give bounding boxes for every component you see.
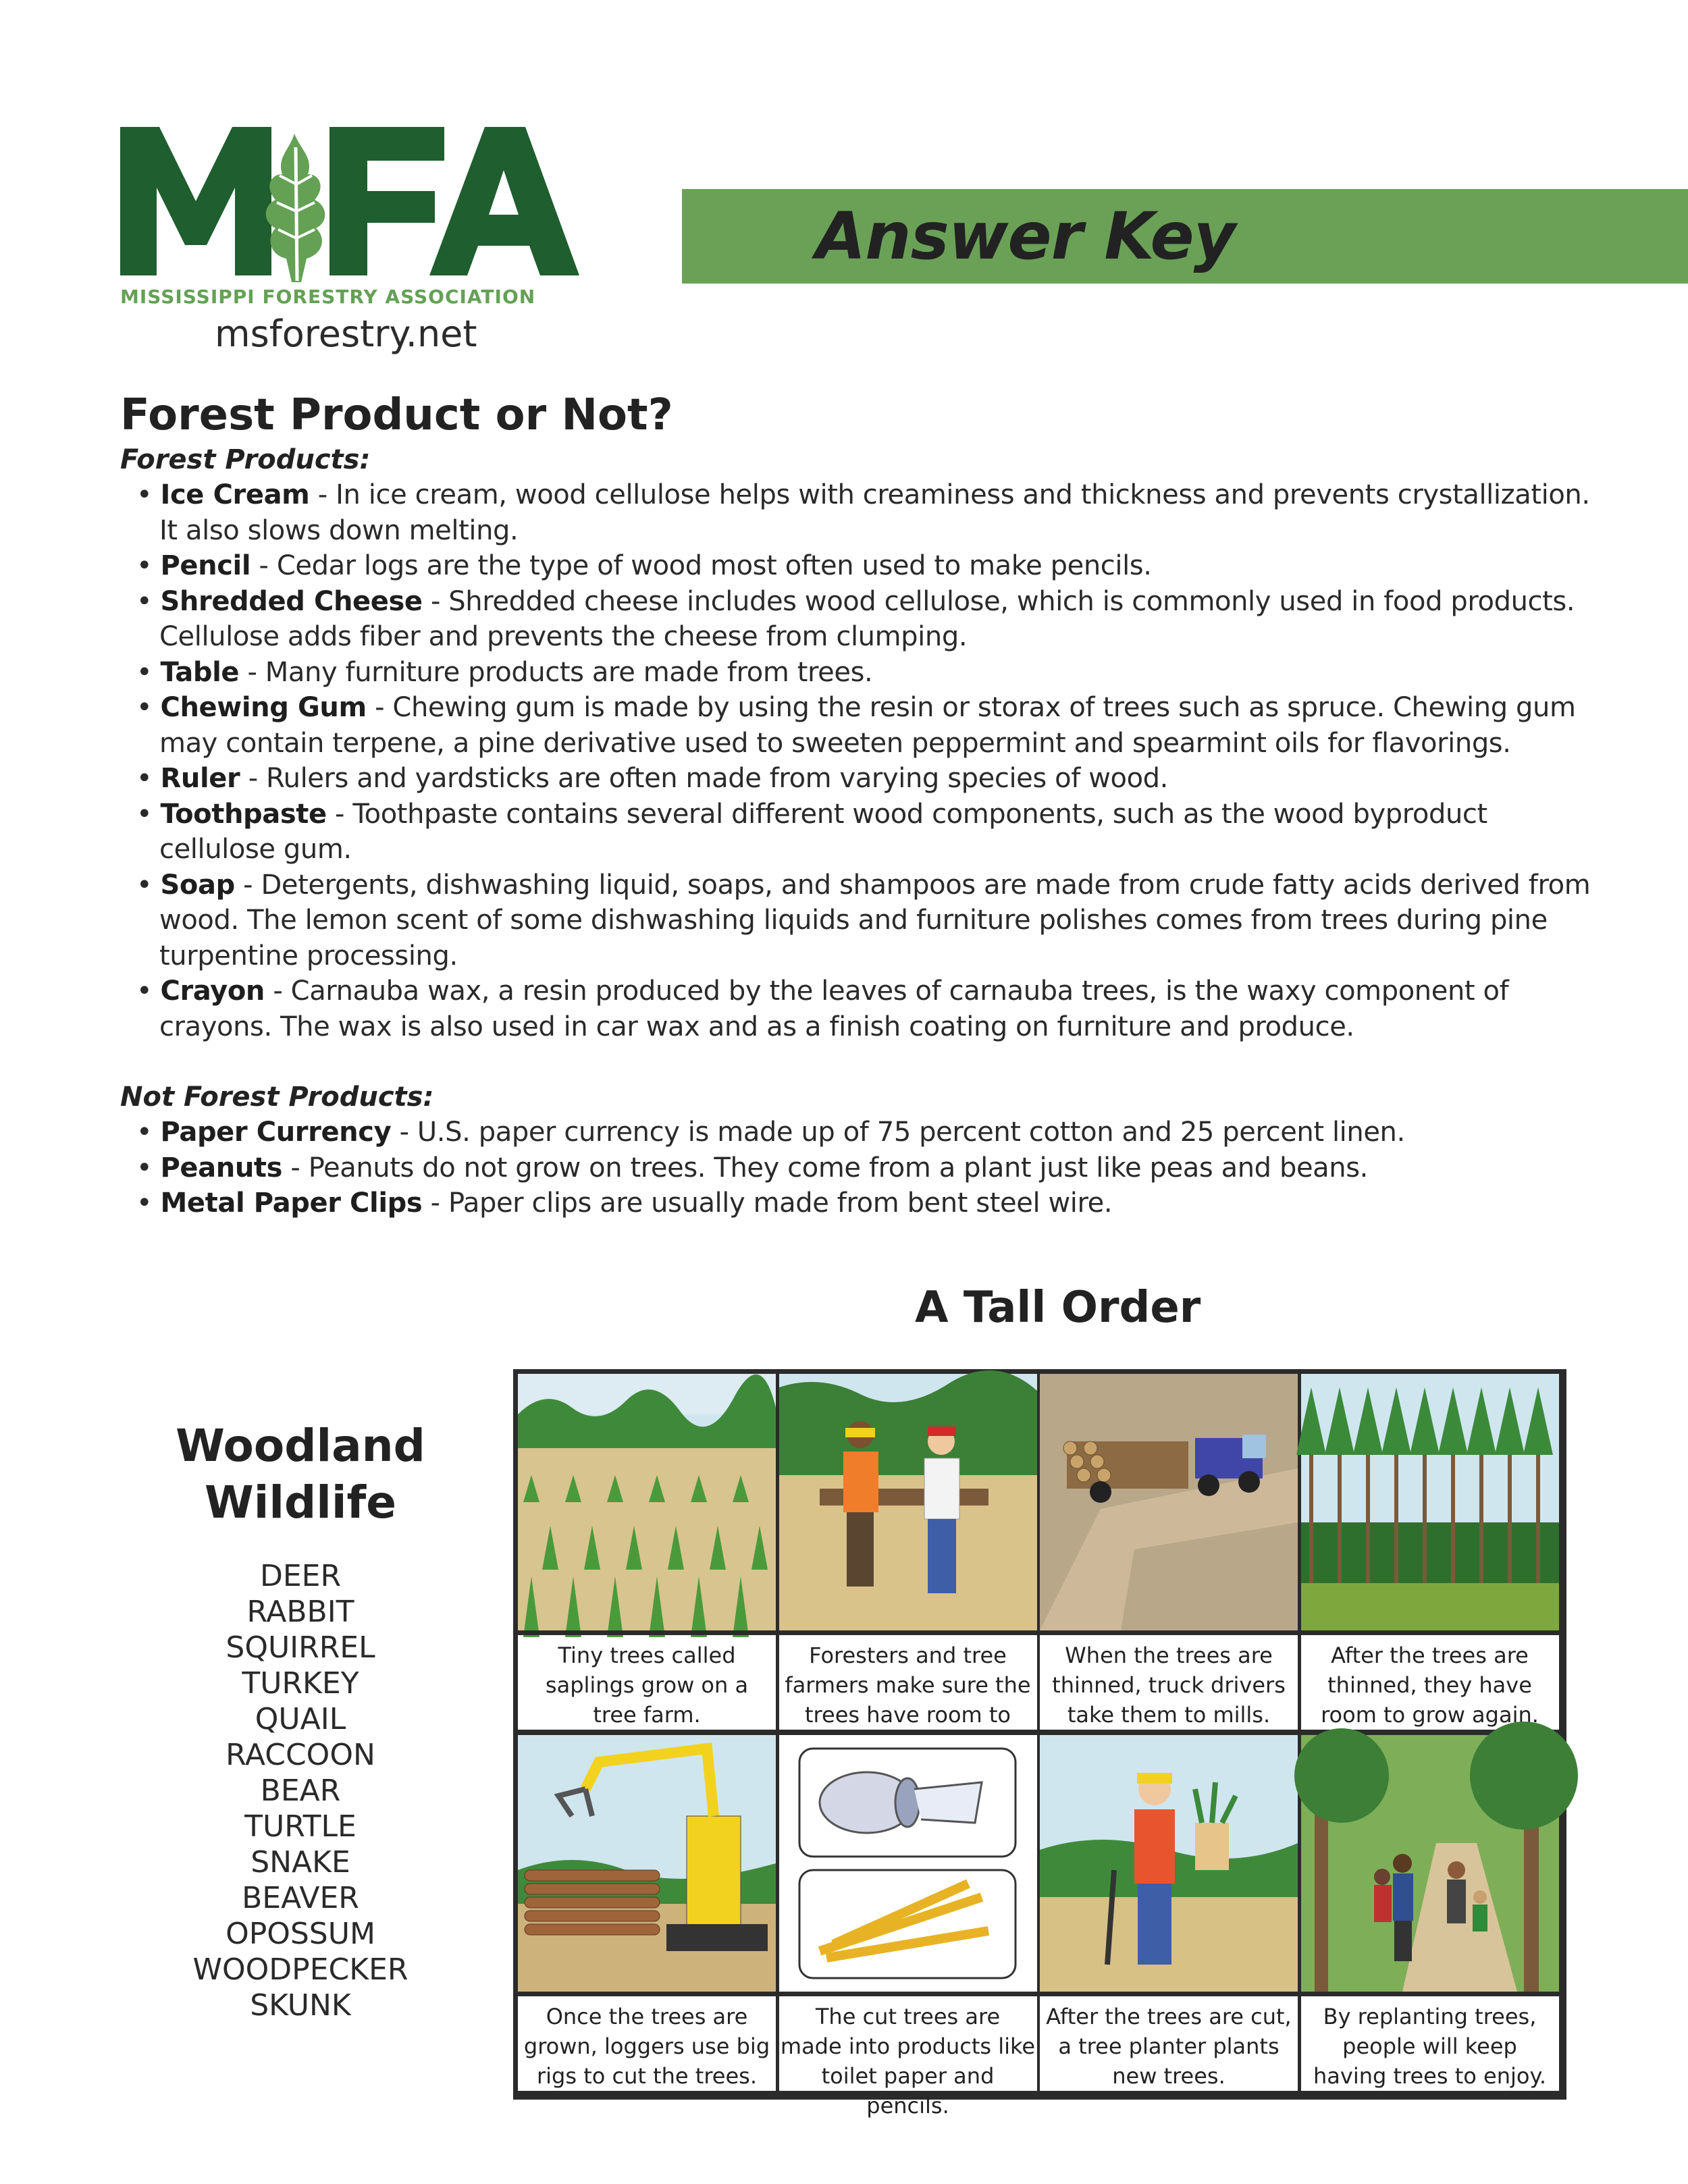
forest-product-name: Toothpaste xyxy=(160,798,327,830)
panel-caption xyxy=(1301,2002,1559,2091)
comic-panel-forest xyxy=(1301,1374,1559,1730)
forest-product-description: - Chewing gum is made by using the resin or storax of trees such as spruce. Chewing gum may contain terpene, a pine derivative used to sweeten peppermint and spearmint oils for flavorings. xyxy=(159,692,1576,759)
forest-products-list xyxy=(120,477,1606,1044)
forest-product-description: - Detergents, dishwashing liquid, soaps, and shampoos are made from crude fatty acids derived from wood. The lemon scent of some dishwashing liquids and furniture polishes comes from trees during pine turpentine processing. xyxy=(159,869,1591,971)
caption-line: tree farm. xyxy=(593,1702,701,1728)
foresters-illustration xyxy=(779,1374,1037,1630)
forest-products-heading: Forest Products: xyxy=(120,444,371,475)
forest-product-name: Table xyxy=(160,656,240,688)
not-forest-product-item: • Paper Currency - U.S. paper currency is made up of 75 percent cotton and 25 percent linen. xyxy=(136,1117,1405,1148)
caption-line: thinned, truck drivers xyxy=(1052,1672,1286,1698)
mfa-logo-mark xyxy=(120,120,579,302)
forest-product-item: • Soap - Detergents, dishwashing liquid, soaps, and shampoos are made from crude fatty acids derived from wood. The lemon scent of some dishwashing liquids and furniture polishes comes from trees during pine turpentine processing. xyxy=(136,869,1591,971)
forest-product-item: • Pencil - Cedar logs are the type of wood most often used to make pencils. xyxy=(136,550,1152,581)
planter-illustration xyxy=(1040,1735,1298,1992)
forest-product-description: - Many furniture products are made from trees. xyxy=(239,656,873,688)
forest-product-item: • Table - Many furniture products are made from trees. xyxy=(136,656,873,688)
animal-name: QUAIL xyxy=(255,1702,346,1736)
mfa-logo xyxy=(120,120,579,377)
forest-illustration xyxy=(1301,1374,1559,1630)
comic-panel-products xyxy=(779,1735,1037,2119)
not-forest-product-name: Peanuts xyxy=(160,1152,283,1183)
animal-name: SQUIRREL xyxy=(226,1630,375,1665)
forest-product-name: Ruler xyxy=(160,763,240,794)
panel-caption xyxy=(518,2002,776,2091)
forest-product-name: Shredded Cheese xyxy=(160,585,423,617)
not-forest-product-name: Paper Currency xyxy=(160,1117,392,1148)
caption-line: After the trees are cut, xyxy=(1046,2004,1292,2029)
caption-line: grown, loggers use big xyxy=(523,2033,770,2059)
caption-line: room to grow again. xyxy=(1321,1702,1539,1728)
caption-line: After the trees are xyxy=(1331,1643,1529,1668)
forest-product-item: • Toothpaste - Toothpaste contains several different wood components, such as the wood byproduct cellulose gum. xyxy=(136,798,1487,865)
caption-line: The cut trees are xyxy=(815,2004,1001,2029)
animal-name: DEER xyxy=(259,1559,342,1593)
forest-product-name: Crayon xyxy=(160,976,265,1007)
caption-line: farmers make sure the xyxy=(785,1672,1031,1698)
forest-product-description: - In ice cream, wood cellulose helps with creaminess and thickness and prevents crystallization. It also slows down melting. xyxy=(159,479,1590,546)
animal-name: WOODPECKER xyxy=(192,1952,408,1987)
animal-name: OPOSSUM xyxy=(226,1917,375,1951)
animal-name: SNAKE xyxy=(250,1845,350,1880)
not-forest-products-list xyxy=(120,1115,1606,1221)
caption-line: thinned, they have xyxy=(1327,1672,1532,1698)
forest-product-description: - Rulers and yardsticks are often made from varying species of wood. xyxy=(240,763,1168,794)
forest-product-section xyxy=(120,388,1606,1221)
animal-name: TURKEY xyxy=(242,1666,359,1701)
caption-line: saplings grow on a xyxy=(545,1672,749,1698)
woodland-wildlife xyxy=(169,1418,432,2023)
comic-panel-saplings xyxy=(518,1374,776,1730)
not-forest-product-item: • Metal Paper Clips - Paper clips are usually made from bent steel wire. xyxy=(136,1188,1113,1219)
caption-line: made into products like xyxy=(780,2033,1036,2059)
comic-panel-truck xyxy=(1040,1374,1298,1730)
forest-product-description: - Shredded cheese includes wood cellulose, which is commonly used in food products. Cellulose adds fiber and prevents the cheese from clumping. xyxy=(159,585,1575,652)
section-title: Forest Product or Not? xyxy=(120,390,673,440)
not-forest-product-name: Metal Paper Clips xyxy=(160,1188,423,1219)
comic-panel-foresters xyxy=(779,1374,1037,1730)
caption-line: take them to mills. xyxy=(1067,1702,1271,1728)
oak-leaf-icon xyxy=(266,134,325,282)
caption-line: a tree planter plants xyxy=(1058,2033,1280,2059)
caption-line: Foresters and tree xyxy=(809,1643,1007,1668)
forest-product-name: Chewing Gum xyxy=(160,692,367,723)
caption-line: having trees to enjoy. xyxy=(1313,2063,1546,2089)
animal-name: BEAR xyxy=(260,1774,341,1808)
truck-illustration xyxy=(1040,1374,1298,1630)
wildlife-title: Woodland Wildlife xyxy=(176,1420,425,1528)
caption-line: Once the trees are xyxy=(546,2004,748,2029)
website-link[interactable]: msforestry.net xyxy=(215,313,477,355)
forest-product-name: Pencil xyxy=(160,550,251,581)
caption-line: Tiny trees called xyxy=(558,1643,736,1668)
answer-key-banner xyxy=(682,189,1688,284)
caption-line: new trees. xyxy=(1112,2063,1225,2089)
not-forest-product-item: • Peanuts - Peanuts do not grow on trees. They come from a plant just like peas and beans. xyxy=(136,1152,1368,1183)
answer-key-title: Answer Key xyxy=(816,198,1236,274)
saplings-illustration xyxy=(518,1374,776,1630)
forest-product-description: - Carnauba wax, a resin produced by the leaves of carnauba trees, is the waxy component of crayons. The wax is also used in car wax and as a finish coating on furniture and produce. xyxy=(159,976,1509,1042)
caption-line: toilet paper and pencils. xyxy=(821,2063,995,2119)
animal-name: SKUNK xyxy=(250,1988,351,2023)
forest-product-name: Soap xyxy=(160,869,235,901)
comic-panel-planter xyxy=(1040,1735,1298,2091)
panel-caption xyxy=(779,2002,1037,2121)
panel-caption xyxy=(1301,1641,1559,1730)
panel-caption xyxy=(1040,1641,1298,1730)
caption-line: trees have room to xyxy=(805,1702,1011,1728)
panel-caption xyxy=(1040,2002,1298,2091)
tall-order-title: A Tall Order xyxy=(915,1283,1201,1333)
organization-name: MISSISSIPPI FORESTRY ASSOCIATION xyxy=(120,286,536,308)
forest-product-item: • Shredded Cheese - Shredded cheese includes wood cellulose, which is commonly used in food products. Cellulose adds fiber and prevents the cheese from clumping. xyxy=(136,585,1575,652)
forest-product-item: • Chewing Gum - Chewing gum is made by using the resin or storax of trees such as spruce. Chewing gum may contain terpene, a pine derivative used to sweeten peppermint and spearmint oils for flavorings. xyxy=(136,692,1576,759)
family-illustration xyxy=(1301,1735,1559,1992)
panel-caption xyxy=(518,1641,776,1730)
forest-product-description: - Cedar logs are the type of wood most often used to make pencils. xyxy=(250,550,1152,581)
caption-line: When the trees are xyxy=(1065,1643,1273,1668)
animal-name: TURTLE xyxy=(244,1809,357,1844)
comic-panel-family xyxy=(1301,1735,1559,2091)
logger-illustration xyxy=(518,1735,776,1992)
not-forest-product-description: - U.S. paper currency is made up of 75 percent cotton and 25 percent linen. xyxy=(391,1117,1405,1148)
tall-order-comic-grid xyxy=(513,1369,1566,2119)
animal-list xyxy=(169,1558,432,2023)
comic-panel-logger xyxy=(518,1735,776,2091)
caption-line: people will keep xyxy=(1342,2033,1517,2059)
not-forest-products-heading: Not Forest Products: xyxy=(120,1082,434,1113)
forest-product-item: • Crayon - Carnauba wax, a resin produced by the leaves of carnauba trees, is the waxy component of crayons. The wax is also used in car wax and as a finish coating on furniture and produce. xyxy=(136,976,1509,1042)
forest-product-item: • Ruler - Rulers and yardsticks are often made from varying species of wood. xyxy=(136,763,1168,794)
caption-line: By replanting trees, xyxy=(1323,2004,1537,2029)
forest-product-name: Ice Cream xyxy=(160,479,310,510)
animal-name: RACCOON xyxy=(226,1738,375,1772)
not-forest-product-description: - Paper clips are usually made from bent steel wire. xyxy=(422,1188,1113,1219)
forest-product-item: • Ice Cream - In ice cream, wood cellulose helps with creaminess and thickness and prevents crystallization. It also slows down melting. xyxy=(136,479,1590,546)
animal-name: BEAVER xyxy=(242,1881,359,1915)
not-forest-product-description: - Peanuts do not grow on trees. They come from a plant just like peas and beans. xyxy=(282,1152,1368,1183)
products-illustration xyxy=(779,1735,1037,1992)
animal-name: RABBIT xyxy=(246,1595,354,1629)
forest-product-description: - Toothpaste contains several different wood components, such as the wood byproduct cellulose gum. xyxy=(159,798,1487,865)
caption-line: rigs to cut the trees. xyxy=(537,2063,757,2089)
